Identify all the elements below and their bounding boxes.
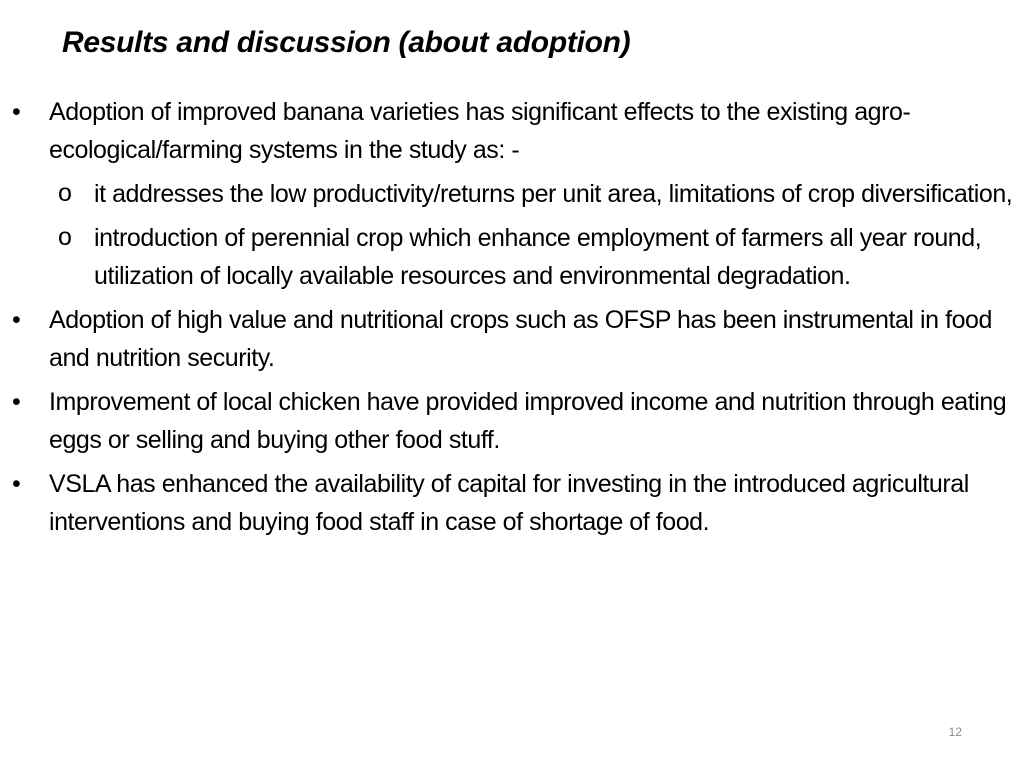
sub-bullet-marker: o [58, 179, 72, 207]
slide-title: Results and discussion (about adoption) [62, 26, 631, 59]
sub-bullet-text: introduction of perennial crop which enhance employment of farmers all year round, utilization of locally available resources and environmental degradation. [94, 224, 982, 290]
bullet-marker: • [12, 470, 21, 498]
bullet-marker: • [12, 388, 21, 416]
sub-bullet-item-productivity [10, 175, 1014, 213]
bullet-text: VSLA has enhanced the availability of capital for investing in the introduced agricultural interventions and buying food staff in case of shortage of food. [49, 470, 969, 536]
bullet-text: Improvement of local chicken have provided improved income and nutrition through eating eggs or selling and buying other food stuff. [49, 388, 1007, 454]
bullet-item-chicken [10, 383, 1014, 459]
page-number: 12 [948, 725, 962, 739]
bullet-text: Adoption of high value and nutritional crops such as OFSP has been instrumental in food and nutrition security. [49, 306, 992, 372]
bullet-item-ofsp [10, 301, 1014, 377]
bullet-item-banana [10, 93, 1014, 169]
bullet-marker: • [12, 306, 21, 334]
sub-bullet-item-perennial [10, 219, 1014, 295]
bullet-marker: • [12, 98, 21, 126]
sub-bullet-text: it addresses the low productivity/returns per unit area, limitations of crop diversification, [94, 180, 1013, 208]
bullet-list [10, 93, 1014, 547]
bullet-text: Adoption of improved banana varieties has significant effects to the existing agro-ecological/farming systems in the study as: - [49, 98, 911, 164]
bullet-item-vsla [10, 465, 1014, 541]
sub-bullet-marker: o [58, 223, 72, 251]
